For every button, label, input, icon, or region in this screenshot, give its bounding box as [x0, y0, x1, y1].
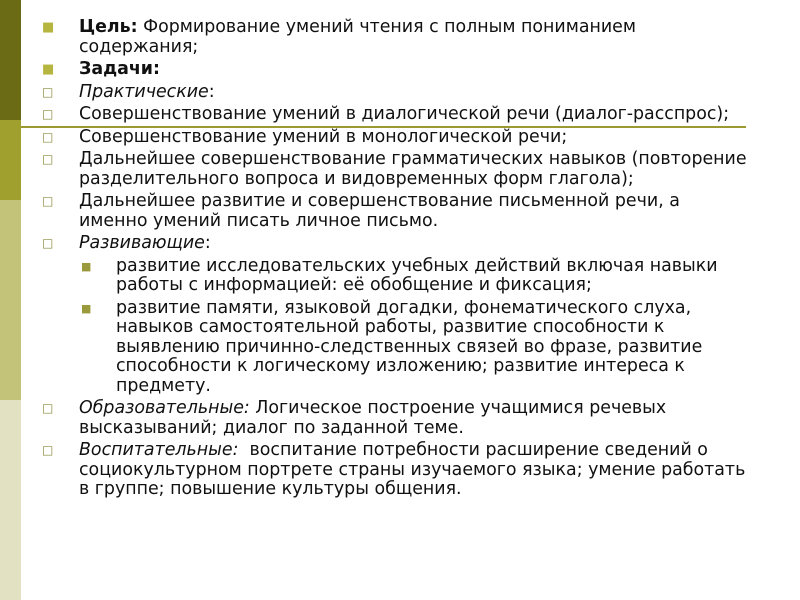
list-item [42, 105, 747, 125]
small-square-bullet-icon: ■ [81, 259, 92, 273]
list-item-text: Дальнейшее совершенствование грамматических навыков (повторение разделительного вопроса и видовременных форм глагола); [79, 149, 747, 189]
upbringing-item [42, 440, 751, 500]
sidebar-stripe-dark [0, 0, 21, 120]
outline-square-bullet-icon: □ [42, 152, 54, 166]
outline-square-bullet-icon: □ [42, 84, 54, 99]
sidebar-stripe-pale [0, 400, 21, 600]
list-item [42, 128, 747, 148]
list-item [42, 192, 747, 231]
sub-list-item-text: развитие памяти, языковой догадки, фонематического слуха, навыков самостоятельной работы, развитие способности к выявлению причинно-следственных связей во фразе, развитие способности к логическому изложению; развитие интереса к предмету. [116, 297, 703, 396]
filled-square-bullet-icon: ■ [42, 20, 55, 35]
goal-item [42, 18, 747, 57]
filled-square-bullet-icon: ■ [42, 62, 55, 77]
list-item [42, 150, 747, 189]
outline-square-bullet-icon: □ [42, 194, 54, 208]
outline-square-bullet-icon: □ [42, 129, 54, 144]
educational-item [42, 399, 747, 438]
upbringing-label: Воспитательные: [79, 440, 239, 460]
developmental-colon: : [204, 233, 211, 253]
educational-text: Логическое построение учащимися речевых высказываний; диалог по заданной теме. [79, 398, 667, 438]
sidebar-stripe-mid [0, 120, 21, 200]
practical-heading [42, 83, 747, 103]
list-item-text: Совершенствование умений в монологической речи; [79, 126, 568, 147]
slide-content [42, 17, 751, 503]
outline-square-bullet-icon: □ [42, 443, 54, 457]
educational-label: Образовательные: [79, 398, 250, 418]
sidebar-stripe-light [0, 200, 21, 400]
sub-list-item [79, 257, 747, 296]
sub-list-item [79, 299, 747, 397]
developmental-label: Развивающие [79, 233, 205, 253]
goal-label: Цель: [79, 17, 138, 37]
list-item-text: Совершенствование умений в диалогической речи (диалог-расспрос); [79, 104, 730, 124]
outline-square-bullet-icon: □ [42, 401, 54, 415]
tasks-label: Задачи: [79, 59, 160, 79]
upbringing-text: воспитание потребности расширение сведений о социокультурном портрете страны изучаемого языка; умение работать в группе; повышение культуры общения. [79, 440, 751, 499]
sub-list-item-text: развитие исследовательских учебных действий включая навыки работы с информацией: её обобщение и фиксация; [116, 255, 718, 295]
practical-colon: : [208, 81, 215, 102]
goal-text: Формирование умений чтения с полным пониманием содержания; [79, 17, 637, 57]
list-item-text: Дальнейшее развитие и совершенствование письменной речи, а именно умений писать личное письмо. [79, 191, 680, 231]
developmental-heading [42, 234, 747, 254]
outline-square-bullet-icon: □ [42, 107, 54, 121]
practical-label: Практические [79, 81, 209, 102]
outline-square-bullet-icon: □ [42, 236, 54, 250]
tasks-heading [42, 60, 747, 80]
small-square-bullet-icon: ■ [81, 301, 92, 315]
